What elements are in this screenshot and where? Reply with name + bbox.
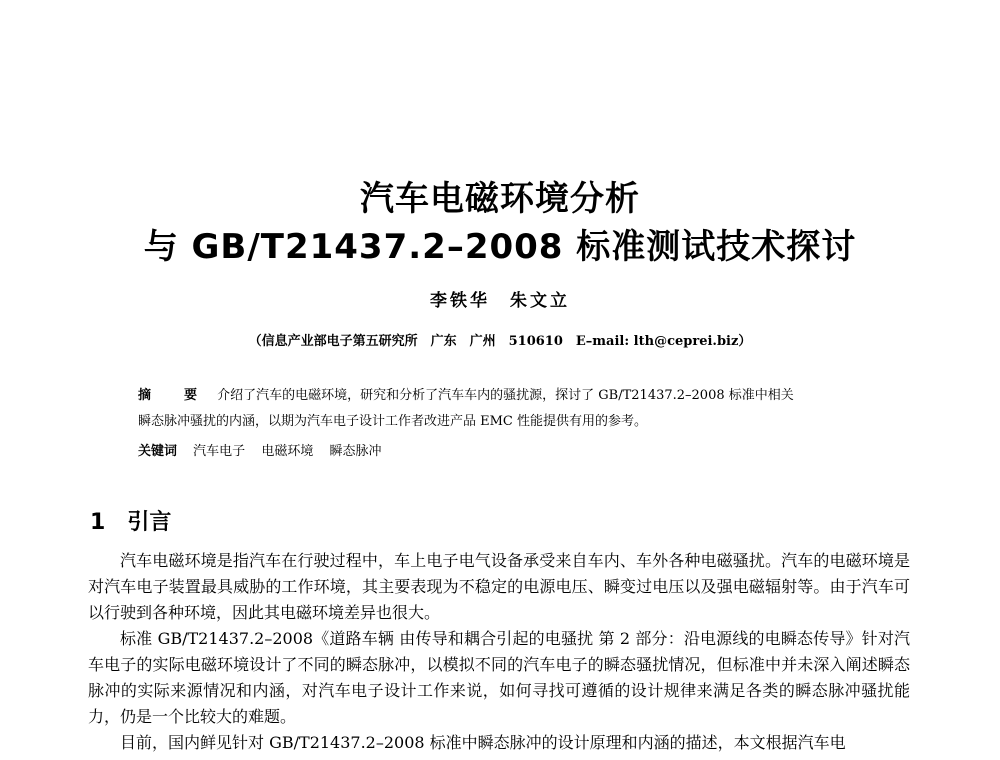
keyword: 汽车电子	[193, 444, 246, 459]
paper-title-line1: 汽车电磁环境分析	[360, 179, 640, 219]
abstract-line2	[138, 410, 878, 434]
keywords	[138, 440, 878, 464]
paragraph: 目前，国内鲜见针对 GB/T21437.2–2008 标准中瞬态脉冲的设计原理和内涵的描述，本文根据汽车电	[120, 733, 846, 752]
keyword: 瞬态脉冲	[329, 444, 382, 459]
section-title: 引言	[127, 510, 172, 535]
paragraph: 标准 GB/T21437.2–2008《道路车辆 由传导和耦合引起的电骚扰 第 2 部分：沿电源线的电瞬态传导》针对汽车电子的实际电磁环境设计了不同的瞬态脉冲，以模拟不同的汽车电子的瞬态骚扰情况，但标准中并未深入阐述瞬态脉冲的实际来源情况和内涵，对汽车电子设计工作来说，如何寻找可遵循的设计规律来满足各类的瞬态脉冲骚扰能力，仍是一个比较大的难题。	[88, 629, 910, 726]
body-text	[88, 548, 910, 756]
abstract-label: 摘 要	[138, 388, 208, 403]
abstract-text-1: 介绍了汽车的电磁环境，研究和分析了汽车车内的骚扰源，探讨了 GB/T21437.2–2008 标准中相关	[217, 388, 794, 403]
section-number: 1	[90, 510, 106, 535]
keywords-label: 关键词	[138, 444, 178, 459]
abstract-line1	[138, 384, 878, 408]
paper-title-line2: 与 GB/T21437.2–2008 标准测试技术探讨	[143, 227, 857, 267]
abstract-text-2: 瞬态脉冲骚扰的内涵，以期为汽车电子设计工作者改进产品 EMC 性能提供有用的参考。	[138, 414, 648, 429]
section-heading	[90, 505, 171, 536]
affiliation: （信息产业部电子第五研究所 广东 广州 510610 E–mail: lth@ceprei.biz）	[248, 334, 752, 349]
authors: 李铁华 朱文立	[430, 291, 570, 311]
paragraph: 汽车电磁环境是指汽车在行驶过程中，车上电子电气设备承受来自车内、车外各种电磁骚扰。汽车的电磁环境是对汽车电子装置最具威胁的工作环境，其主要表现为不稳定的电源电压、瞬变过电压以及强电磁辐射等。由于汽车可以行驶到各种环境，因此其电磁环境差异也很大。	[88, 551, 910, 622]
keyword: 电磁环境	[261, 444, 314, 459]
